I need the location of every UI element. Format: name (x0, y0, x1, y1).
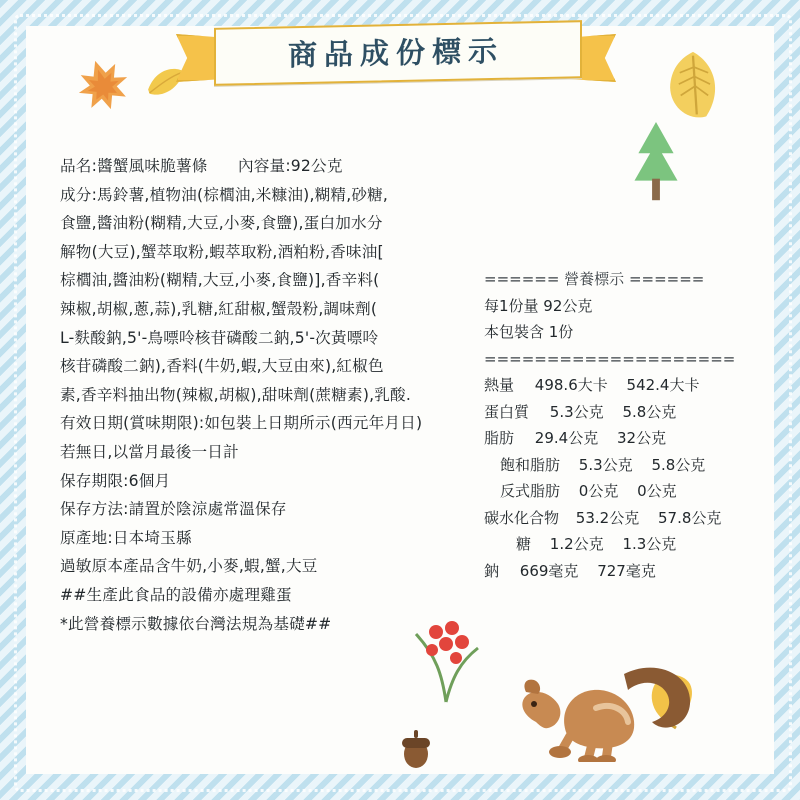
origin-line: 原產地:日本埼玉縣 (60, 528, 192, 547)
squirrel-illustration (496, 652, 706, 762)
ingredient-line: 核苷磷酸二鈉),香料(牛奶,蝦,大豆由來),紅椒色 (60, 357, 384, 376)
shelf-life-line: 保存期限:6個月 (60, 471, 171, 490)
nutrient-value-per-serving: 498.6大卡 (534, 376, 608, 394)
page-title: 商品成份標示 (287, 33, 504, 72)
nutrient-name: 糖 (516, 535, 532, 553)
ingredient-line: 解物(大豆),蟹萃取粉,蝦萃取粉,酒粕粉,香味油[ (60, 242, 384, 261)
table-row (484, 425, 764, 452)
nutrient-name: 熱量 (484, 376, 515, 394)
nutrient-value-per-100g: 727毫克 (597, 561, 656, 580)
nutrient-value-per-100g: 5.8公克 (651, 455, 706, 474)
ingredient-line: 成分:馬鈴薯,植物油(棕櫚油,米糠油),糊精,砂糖, (60, 185, 389, 204)
nutrient-value-per-100g: 5.8公克 (622, 402, 677, 421)
facility-note-line: ##生產此食品的設備亦處理雞蛋 (60, 585, 292, 604)
regulation-note-line: *此營養標示數據依台灣法規為基礎## (60, 614, 332, 633)
nutrient-name: 反式脂肪 (500, 482, 561, 500)
table-row (484, 478, 764, 505)
nutrient-value-per-serving: 5.3公克 (549, 402, 604, 421)
nutrient-name: 碳水化合物 (484, 508, 560, 527)
nutrient-name: 蛋白質 (484, 402, 530, 421)
large-leaf-icon (658, 50, 728, 122)
product-name: 品名:醬蟹風味脆薯條 (60, 157, 208, 175)
nutrient-value-per-serving: 29.4公克 (534, 429, 599, 447)
storage-line: 保存方法:請置於陰涼處常溫保存 (60, 500, 287, 519)
table-row (484, 372, 764, 399)
nutrition-header: ====== 營養標示 ====== (484, 270, 705, 288)
nutrient-value-per-100g: 32公克 (616, 429, 667, 447)
nutrition-divider: ==================== (484, 349, 736, 368)
table-row (484, 558, 764, 585)
nutrient-value-per-serving: 53.2公克 (575, 508, 640, 527)
nutrient-name: 脂肪 (484, 429, 515, 447)
ingredient-line: 食鹽,醬油粉(糊精,大豆,小麥,食鹽),蛋白加水分 (60, 214, 383, 233)
servings-per-pack: 本包裝含 1份 (484, 323, 574, 341)
ingredient-text-block (60, 152, 480, 638)
allergen-line: 過敏原本產品含牛奶,小麥,蝦,蟹,大豆 (60, 557, 318, 576)
nutrient-value-per-serving: 0公克 (578, 482, 619, 500)
nutrient-value-per-100g: 57.8公克 (657, 508, 722, 527)
nutrient-value-per-100g: 542.4大卡 (626, 376, 700, 394)
maple-leaf-icon (74, 56, 132, 114)
ingredient-line: L-麩酸鈉,5'-鳥嘌呤核苷磷酸二鈉,5'-次黃嘌呤 (60, 328, 379, 347)
product-name-row (60, 152, 480, 181)
nutrient-value-per-serving: 5.3公克 (578, 455, 633, 474)
table-row (484, 505, 764, 532)
net-content: 內容量:92公克 (237, 157, 343, 175)
ingredient-line: 棕櫚油,醬油粉(糊精,大豆,小麥,食鹽)],香辛料( (60, 271, 380, 290)
ingredient-line: 辣椒,胡椒,蔥,蒜),乳糖,紅甜椒,蟹殼粉,調味劑( (60, 299, 378, 318)
banner-ribbon (176, 20, 616, 82)
expiry-note-line: 若無日,以當月最後一日計 (60, 442, 239, 461)
acorn-icon (398, 728, 434, 770)
nutrient-value-per-100g: 1.3公克 (622, 535, 677, 553)
nutrient-value-per-serving: 669毫克 (519, 561, 579, 580)
nutrient-name: 鈉 (484, 561, 500, 580)
nutrition-table (484, 266, 764, 584)
table-row (484, 399, 764, 426)
serving-size: 每1份量 92公克 (484, 296, 593, 315)
expiry-line: 有效日期(賞味期限):如包裝上日期所示(西元年月日) (60, 414, 423, 433)
table-row (484, 531, 764, 558)
ingredient-line: 素,香辛料抽出物(辣椒,胡椒),甜味劑(蔗糖素),乳酸. (60, 385, 412, 404)
pine-tree-icon (622, 120, 690, 210)
nutrient-value-per-100g: 0公克 (637, 482, 677, 500)
nutrient-value-per-serving: 1.2公克 (549, 535, 604, 553)
nutrient-name: 飽和脂肪 (500, 455, 561, 474)
table-row (484, 452, 764, 479)
